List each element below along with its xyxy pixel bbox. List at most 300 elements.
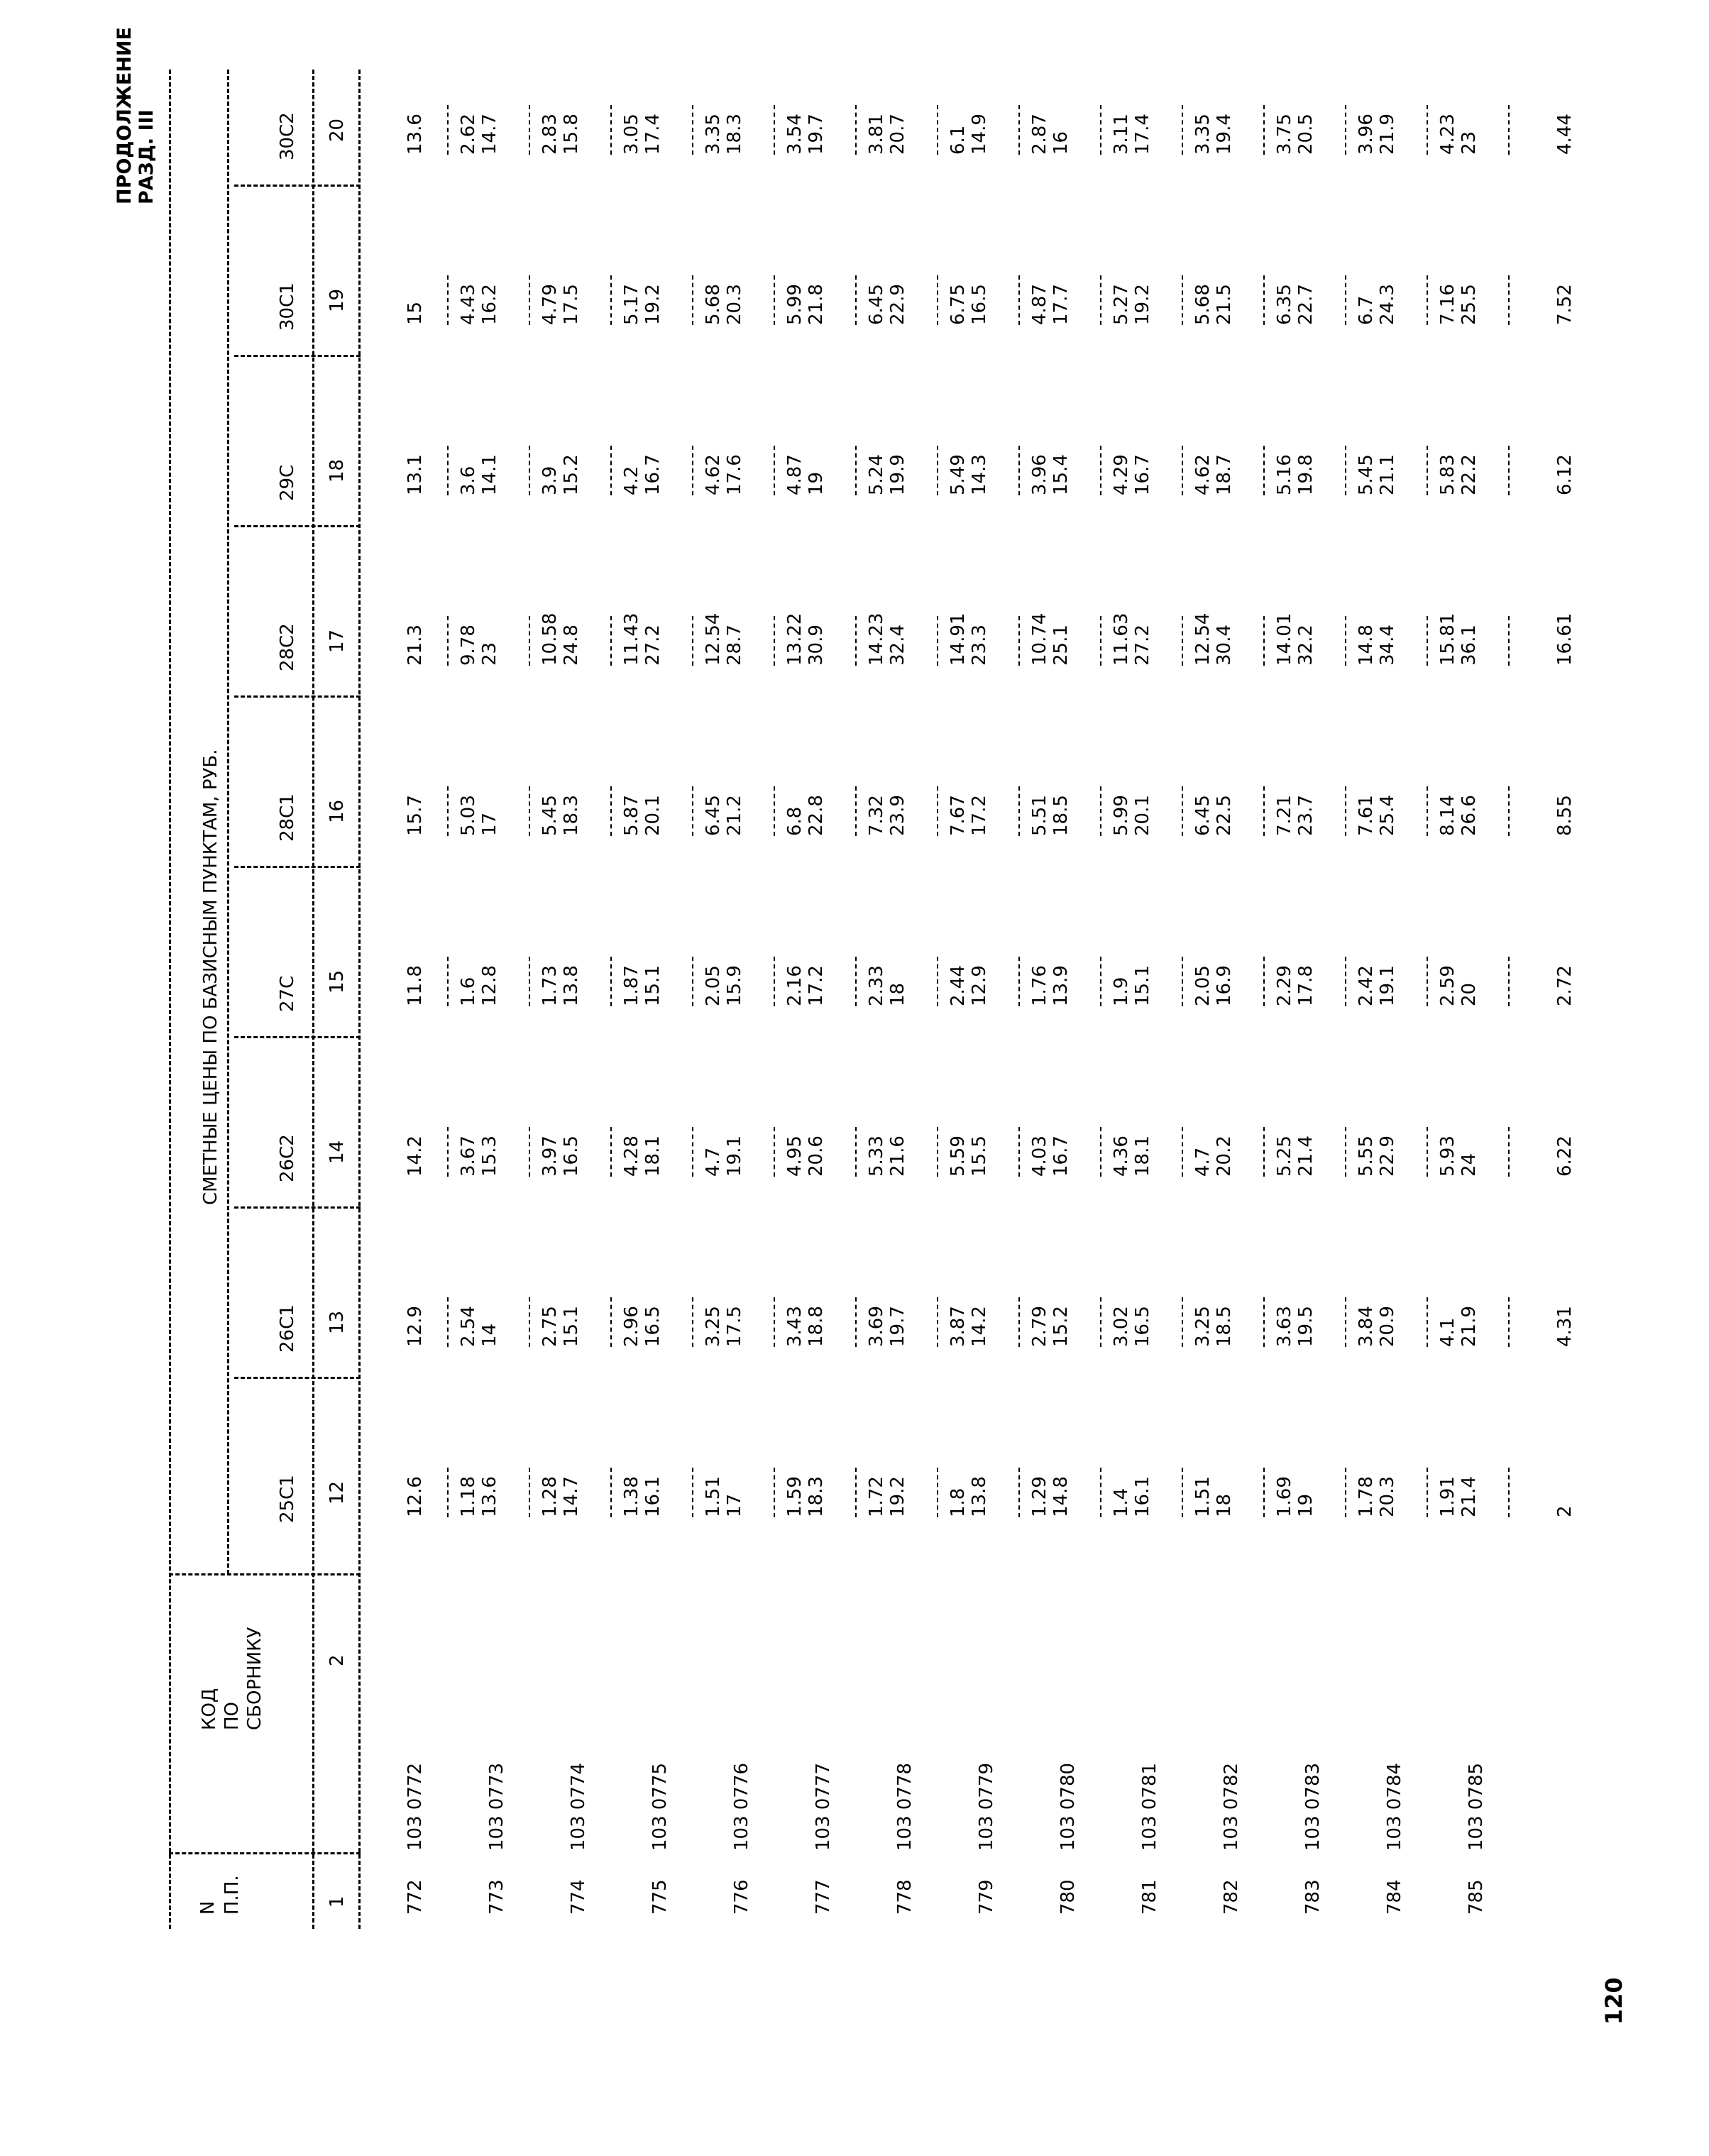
price-value-top: 5.16 — [1274, 454, 1295, 495]
price-value-top: 15.81 — [1437, 612, 1458, 666]
price-cell — [458, 240, 500, 325]
price-value-bottom: 21.1 — [1377, 454, 1398, 495]
price-cell — [539, 751, 582, 836]
column-divider — [234, 695, 361, 698]
price-value-bottom: 20.5 — [1295, 114, 1317, 155]
cell-separator — [855, 1127, 857, 1177]
cell-separator — [447, 1468, 449, 1517]
cell-separator — [447, 446, 449, 495]
price-value-bottom: 22.2 — [1458, 454, 1480, 495]
cell-separator — [529, 957, 530, 1006]
cell-separator — [774, 1468, 775, 1517]
price-value-top: 5.25 — [1274, 1135, 1295, 1177]
price-value-top: 3.84 — [1356, 1306, 1377, 1347]
row-code: 103 0785 — [1466, 1762, 1487, 1851]
price-value-top: 3.11 — [1111, 114, 1132, 155]
price-value-top: 6.7 — [1356, 295, 1377, 325]
price-value-bottom: 16.7 — [642, 454, 664, 495]
price-cell — [405, 751, 426, 836]
price-value-bottom: 20.9 — [1377, 1306, 1398, 1347]
price-cell — [1111, 1091, 1153, 1177]
price-value-bottom: 19.2 — [887, 1476, 908, 1517]
price-cell — [1437, 70, 1480, 155]
price-cell — [1554, 1091, 1576, 1177]
row-number: 781 — [1139, 1879, 1160, 1915]
price-cell — [1554, 921, 1576, 1006]
price-value-bottom: 17 — [479, 812, 500, 836]
price-value-top: 4.36 — [1111, 1135, 1132, 1177]
price-value-top: 4.87 — [784, 454, 806, 495]
price-value-top: 3.35 — [1192, 114, 1214, 155]
price-cell — [866, 1091, 908, 1177]
cell-separator — [1345, 616, 1346, 666]
price-cell — [866, 410, 908, 495]
price-value-top: 4.7 — [703, 1147, 724, 1177]
price-value-bottom: 16.2 — [479, 284, 500, 325]
price-value-bottom: 16.5 — [969, 284, 990, 325]
price-value-bottom: 26.6 — [1458, 795, 1480, 836]
price-value-bottom: 23 — [479, 642, 500, 666]
row-number: 784 — [1384, 1879, 1405, 1915]
price-value-top: 6.45 — [703, 795, 724, 836]
cell-separator — [774, 275, 775, 325]
row-number: 782 — [1221, 1879, 1242, 1915]
price-value-bottom: 20.3 — [724, 284, 745, 325]
price-cell — [1356, 581, 1398, 666]
price-cell — [1029, 410, 1072, 495]
price-value-bottom: 14.9 — [969, 114, 990, 155]
price-value: 21.3 — [405, 625, 426, 666]
price-value-bottom: 16.7 — [1050, 1135, 1072, 1177]
price-value-bottom: 24 — [1458, 1153, 1480, 1177]
price-value: 12.9 — [405, 1306, 426, 1347]
cell-separator — [1345, 1297, 1346, 1347]
price-value: 8.55 — [1554, 795, 1576, 836]
cell-separator — [447, 105, 449, 155]
cell-separator — [937, 446, 938, 495]
cell-separator — [1018, 1468, 1020, 1517]
cell-separator — [855, 1297, 857, 1347]
price-value-top: 1.29 — [1029, 1476, 1050, 1517]
price-cell — [703, 240, 745, 325]
cell-separator — [1427, 105, 1428, 155]
price-value-bottom: 15.1 — [1132, 965, 1153, 1006]
price-value: 4.44 — [1554, 114, 1576, 155]
price-value-top: 10.58 — [539, 612, 561, 666]
price-value-top: 2.44 — [947, 965, 969, 1006]
price-value: 14.2 — [405, 1135, 426, 1177]
price-cell — [866, 70, 908, 155]
price-cell — [458, 410, 500, 495]
price-value-top: 5.93 — [1437, 1135, 1458, 1177]
row-number: 774 — [568, 1879, 589, 1915]
column-divider — [234, 185, 361, 187]
price-value-top: 2.96 — [621, 1306, 642, 1347]
price-value-bottom: 23.9 — [887, 795, 908, 836]
price-value-top: 3.63 — [1274, 1306, 1295, 1347]
price-value-bottom: 22.9 — [1377, 1135, 1398, 1177]
column-divider — [234, 1206, 361, 1209]
price-value-top: 1.69 — [1274, 1476, 1295, 1517]
price-value-top: 2.62 — [458, 114, 479, 155]
row-number: 775 — [649, 1879, 671, 1915]
price-value-bottom: 18.1 — [642, 1135, 664, 1177]
price-cell — [784, 581, 827, 666]
price-cell — [458, 581, 500, 666]
price-value-top: 5.83 — [1437, 454, 1458, 495]
price-value-bottom: 17.5 — [724, 1306, 745, 1347]
price-value-top: 3.54 — [784, 114, 806, 155]
price-value-top: 2.54 — [458, 1306, 479, 1347]
price-cell — [703, 410, 745, 495]
price-cell — [703, 921, 745, 1006]
column-divider — [234, 355, 361, 357]
price-cell — [1192, 581, 1235, 666]
cell-separator — [855, 616, 857, 666]
row-number: 783 — [1302, 1879, 1324, 1915]
price-value: 15 — [405, 301, 426, 325]
price-cell — [866, 1262, 908, 1347]
np-header-pp: П.П. — [221, 1875, 243, 1915]
price-value: 6.12 — [1554, 454, 1576, 495]
price-value-top: 3.81 — [866, 114, 887, 155]
price-value-bottom: 20.6 — [806, 1135, 827, 1177]
row-code: 103 0775 — [649, 1762, 671, 1851]
price-cell — [539, 1262, 582, 1347]
price-cell — [405, 1432, 426, 1517]
price-value-bottom: 16.1 — [642, 1476, 664, 1517]
price-value-top: 5.59 — [947, 1135, 969, 1177]
col-divider-1 — [169, 1852, 361, 1854]
price-value-bottom: 14.7 — [479, 114, 500, 155]
cell-separator — [1182, 275, 1183, 325]
price-value-top: 5.68 — [703, 284, 724, 325]
cell-separator — [1018, 1127, 1020, 1177]
table-top-rule — [169, 70, 171, 1929]
price-value-top: 1.51 — [703, 1476, 724, 1517]
price-value-top: 2.87 — [1029, 114, 1050, 155]
price-cell — [621, 1091, 664, 1177]
cell-separator — [529, 786, 530, 836]
price-value-top: 14.01 — [1274, 612, 1295, 666]
cell-separator — [692, 786, 693, 836]
price-value-bottom: 23.3 — [969, 625, 990, 666]
price-value-top: 5.27 — [1111, 284, 1132, 325]
price-value-bottom: 34.4 — [1377, 625, 1398, 666]
price-cell — [1437, 921, 1480, 1006]
price-cell — [539, 921, 582, 1006]
price-cell — [405, 410, 426, 495]
price-cell — [1192, 410, 1235, 495]
cell-separator — [1018, 616, 1020, 666]
price-cell — [1437, 751, 1480, 836]
cell-separator — [774, 957, 775, 1006]
cell-separator — [1100, 616, 1101, 666]
price-value-bottom: 14.1 — [479, 454, 500, 495]
price-cell — [703, 1091, 745, 1177]
price-value-top: 7.32 — [866, 795, 887, 836]
cell-separator — [1427, 1127, 1428, 1177]
header-bottom-rule — [312, 70, 314, 1929]
column-number-18: 18 — [326, 458, 348, 483]
price-value-top: 4.1 — [1437, 1317, 1458, 1347]
price-value-bottom: 14 — [479, 1323, 500, 1347]
code-header-line2: ПО — [221, 1701, 243, 1730]
column-number-15: 15 — [326, 969, 348, 994]
price-value-bottom: 12.9 — [969, 965, 990, 1006]
price-value-top: 3.69 — [866, 1306, 887, 1347]
cell-separator — [1427, 786, 1428, 836]
price-value-bottom: 17.2 — [806, 965, 827, 1006]
price-cell — [703, 751, 745, 836]
cell-separator — [855, 786, 857, 836]
price-cell — [405, 1262, 426, 1347]
price-value-top: 3.25 — [703, 1306, 724, 1347]
price-cell — [1274, 1432, 1317, 1517]
row-code: 103 0782 — [1221, 1762, 1242, 1851]
price-cell — [784, 751, 827, 836]
price-value-bottom: 16.1 — [1132, 1476, 1153, 1517]
price-value-top: 1.4 — [1111, 1487, 1132, 1517]
column-name-20: 30С2 — [277, 112, 298, 160]
price-value-bottom: 21.9 — [1458, 1306, 1480, 1347]
column-divider — [234, 1377, 361, 1379]
price-cell — [784, 1262, 827, 1347]
price-value-top: 3.9 — [539, 466, 561, 495]
price-cell — [1192, 1091, 1235, 1177]
price-value-top: 4.2 — [621, 466, 642, 495]
cell-separator — [1427, 957, 1428, 1006]
price-value-bottom: 19.2 — [1132, 284, 1153, 325]
price-cell — [621, 1262, 664, 1347]
cell-separator — [447, 957, 449, 1006]
price-value-bottom: 14.2 — [969, 1306, 990, 1347]
column-number-14: 14 — [326, 1140, 348, 1164]
price-value-bottom: 15.8 — [561, 114, 582, 155]
price-cell — [1192, 70, 1235, 155]
column-number-16: 16 — [326, 799, 348, 823]
price-value-top: 8.14 — [1437, 795, 1458, 836]
cell-separator — [447, 616, 449, 666]
price-cell — [458, 751, 500, 836]
price-value-top: 6.75 — [947, 284, 969, 325]
column-divider — [234, 866, 361, 868]
cell-separator — [1018, 1297, 1020, 1347]
row-code: 103 0783 — [1302, 1762, 1324, 1851]
price-cell — [1437, 1091, 1480, 1177]
cell-separator — [610, 957, 612, 1006]
price-value-bottom: 18.5 — [1050, 795, 1072, 836]
cell-separator — [610, 446, 612, 495]
col-divider-2 — [169, 1573, 361, 1575]
price-value-top: 4.62 — [703, 454, 724, 495]
column-number-20: 20 — [326, 118, 348, 142]
price-cell — [458, 1432, 500, 1517]
price-value-bottom: 13.8 — [969, 1476, 990, 1517]
price-cell — [703, 581, 745, 666]
price-value-bottom: 17.8 — [1295, 965, 1317, 1006]
price-cell — [947, 581, 990, 666]
price-cell — [1192, 1432, 1235, 1517]
price-cell — [405, 1091, 426, 1177]
price-cell — [1029, 240, 1072, 325]
price-value-bottom: 18.3 — [561, 795, 582, 836]
price-cell — [1111, 921, 1153, 1006]
price-value-bottom: 17.2 — [969, 795, 990, 836]
price-cell — [703, 70, 745, 155]
price-cell — [405, 240, 426, 325]
price-value-top: 5.24 — [866, 454, 887, 495]
price-value-top: 4.95 — [784, 1135, 806, 1177]
price-cell — [1029, 1091, 1072, 1177]
price-cell — [1192, 240, 1235, 325]
cell-separator — [529, 616, 530, 666]
price-value-top: 3.87 — [947, 1306, 969, 1347]
price-value-top: 4.62 — [1192, 454, 1214, 495]
price-cell — [621, 410, 664, 495]
price-cell — [947, 921, 990, 1006]
cell-separator — [1263, 957, 1265, 1006]
cell-separator — [1100, 446, 1101, 495]
price-cell — [784, 240, 827, 325]
price-value-top: 5.33 — [866, 1135, 887, 1177]
cell-separator — [1263, 1468, 1265, 1517]
column-name-16: 28С1 — [277, 793, 298, 842]
price-value-bottom: 19.7 — [806, 114, 827, 155]
price-cell — [947, 1432, 990, 1517]
price-value-top: 7.67 — [947, 795, 969, 836]
price-value-bottom: 20.1 — [642, 795, 664, 836]
price-cell — [703, 1262, 745, 1347]
price-value-top: 6.8 — [784, 806, 806, 836]
price-value-bottom: 15.2 — [561, 454, 582, 495]
cell-separator — [447, 1127, 449, 1177]
cell-separator — [1345, 957, 1346, 1006]
price-value-top: 7.16 — [1437, 284, 1458, 325]
price-cell — [539, 581, 582, 666]
row-number: 776 — [731, 1879, 752, 1915]
row-code: 103 0781 — [1139, 1762, 1160, 1851]
price-cell — [539, 70, 582, 155]
column-name-19: 30С1 — [277, 282, 298, 331]
price-value-top: 4.29 — [1111, 454, 1132, 495]
price-value: 6.22 — [1554, 1135, 1576, 1177]
price-value-bottom: 19.2 — [642, 284, 664, 325]
price-value-top: 2.05 — [1192, 965, 1214, 1006]
cell-separator — [1263, 275, 1265, 325]
cell-separator — [774, 1127, 775, 1177]
column-divider — [234, 525, 361, 527]
price-value: 16.61 — [1554, 612, 1576, 666]
price-value: 7.52 — [1554, 284, 1576, 325]
price-value-top: 3.75 — [1274, 114, 1295, 155]
price-cell — [1554, 1262, 1576, 1347]
price-value: 11.8 — [405, 965, 426, 1006]
price-value-top: 6.1 — [947, 125, 969, 155]
cell-separator — [1427, 616, 1428, 666]
price-cell — [458, 1091, 500, 1177]
price-value-top: 4.28 — [621, 1135, 642, 1177]
price-value-bottom: 20 — [1458, 982, 1480, 1006]
cell-separator — [1345, 1468, 1346, 1517]
colnum-bottom-rule — [358, 70, 361, 1929]
cell-separator — [1018, 446, 1020, 495]
cell-separator — [447, 1297, 449, 1347]
price-value-bottom: 20.7 — [887, 114, 908, 155]
cell-separator — [610, 786, 612, 836]
row-code: 103 0777 — [813, 1762, 834, 1851]
price-value-top: 6.35 — [1274, 284, 1295, 325]
price-value-top: 4.87 — [1029, 284, 1050, 325]
price-value-top: 3.25 — [1192, 1306, 1214, 1347]
row-code: 103 0773 — [486, 1762, 507, 1851]
price-value-top: 12.54 — [1192, 612, 1214, 666]
price-value-bottom: 23.7 — [1295, 795, 1317, 836]
cell-separator — [529, 275, 530, 325]
price-value-top: 5.99 — [1111, 795, 1132, 836]
price-value-top: 4.79 — [539, 284, 561, 325]
cell-separator — [774, 105, 775, 155]
price-cell — [458, 1262, 500, 1347]
price-value-bottom: 19 — [1295, 1493, 1317, 1517]
price-value-bottom: 16.9 — [1214, 965, 1235, 1006]
price-value-bottom: 13.8 — [561, 965, 582, 1006]
price-cell — [621, 240, 664, 325]
price-value-top: 5.45 — [1356, 454, 1377, 495]
price-value-top: 5.03 — [458, 795, 479, 836]
cell-separator — [692, 1297, 693, 1347]
price-value: 2.72 — [1554, 965, 1576, 1006]
row-number: 777 — [813, 1879, 834, 1915]
price-value-bottom: 15.3 — [479, 1135, 500, 1177]
price-value-bottom: 18.7 — [1214, 454, 1235, 495]
cell-separator — [1018, 275, 1020, 325]
column-name-18: 29С — [277, 464, 298, 501]
price-value-top: 1.6 — [458, 977, 479, 1006]
price-value-bottom: 15.2 — [1050, 1306, 1072, 1347]
price-value-bottom: 16.5 — [642, 1306, 664, 1347]
price-cell — [1029, 1262, 1072, 1347]
price-cell — [866, 581, 908, 666]
cell-separator — [1182, 1297, 1183, 1347]
price-cell — [539, 240, 582, 325]
price-cell — [1356, 1432, 1398, 1517]
price-value-top: 6.45 — [866, 284, 887, 325]
price-value-top: 1.9 — [1111, 977, 1132, 1006]
cell-separator — [1508, 786, 1510, 836]
price-value-bottom: 15.5 — [969, 1135, 990, 1177]
price-value-top: 3.97 — [539, 1135, 561, 1177]
column-divider — [234, 1036, 361, 1038]
cell-separator — [447, 275, 449, 325]
cell-separator — [1345, 446, 1346, 495]
price-cell — [621, 1432, 664, 1517]
price-value-bottom: 19 — [806, 471, 827, 495]
cell-separator — [1100, 1297, 1101, 1347]
np-header-n: N — [197, 1901, 219, 1915]
price-cell — [947, 1091, 990, 1177]
price-value-top: 2.83 — [539, 114, 561, 155]
cell-separator — [855, 1468, 857, 1517]
price-cell — [1274, 240, 1317, 325]
price-value-top: 1.38 — [621, 1476, 642, 1517]
price-cell — [1554, 70, 1576, 155]
row-number: 779 — [976, 1879, 997, 1915]
price-value-bottom: 22.8 — [806, 795, 827, 836]
price-value-bottom: 18.8 — [806, 1306, 827, 1347]
price-value-bottom: 14.3 — [969, 454, 990, 495]
price-value-bottom: 25.4 — [1377, 795, 1398, 836]
